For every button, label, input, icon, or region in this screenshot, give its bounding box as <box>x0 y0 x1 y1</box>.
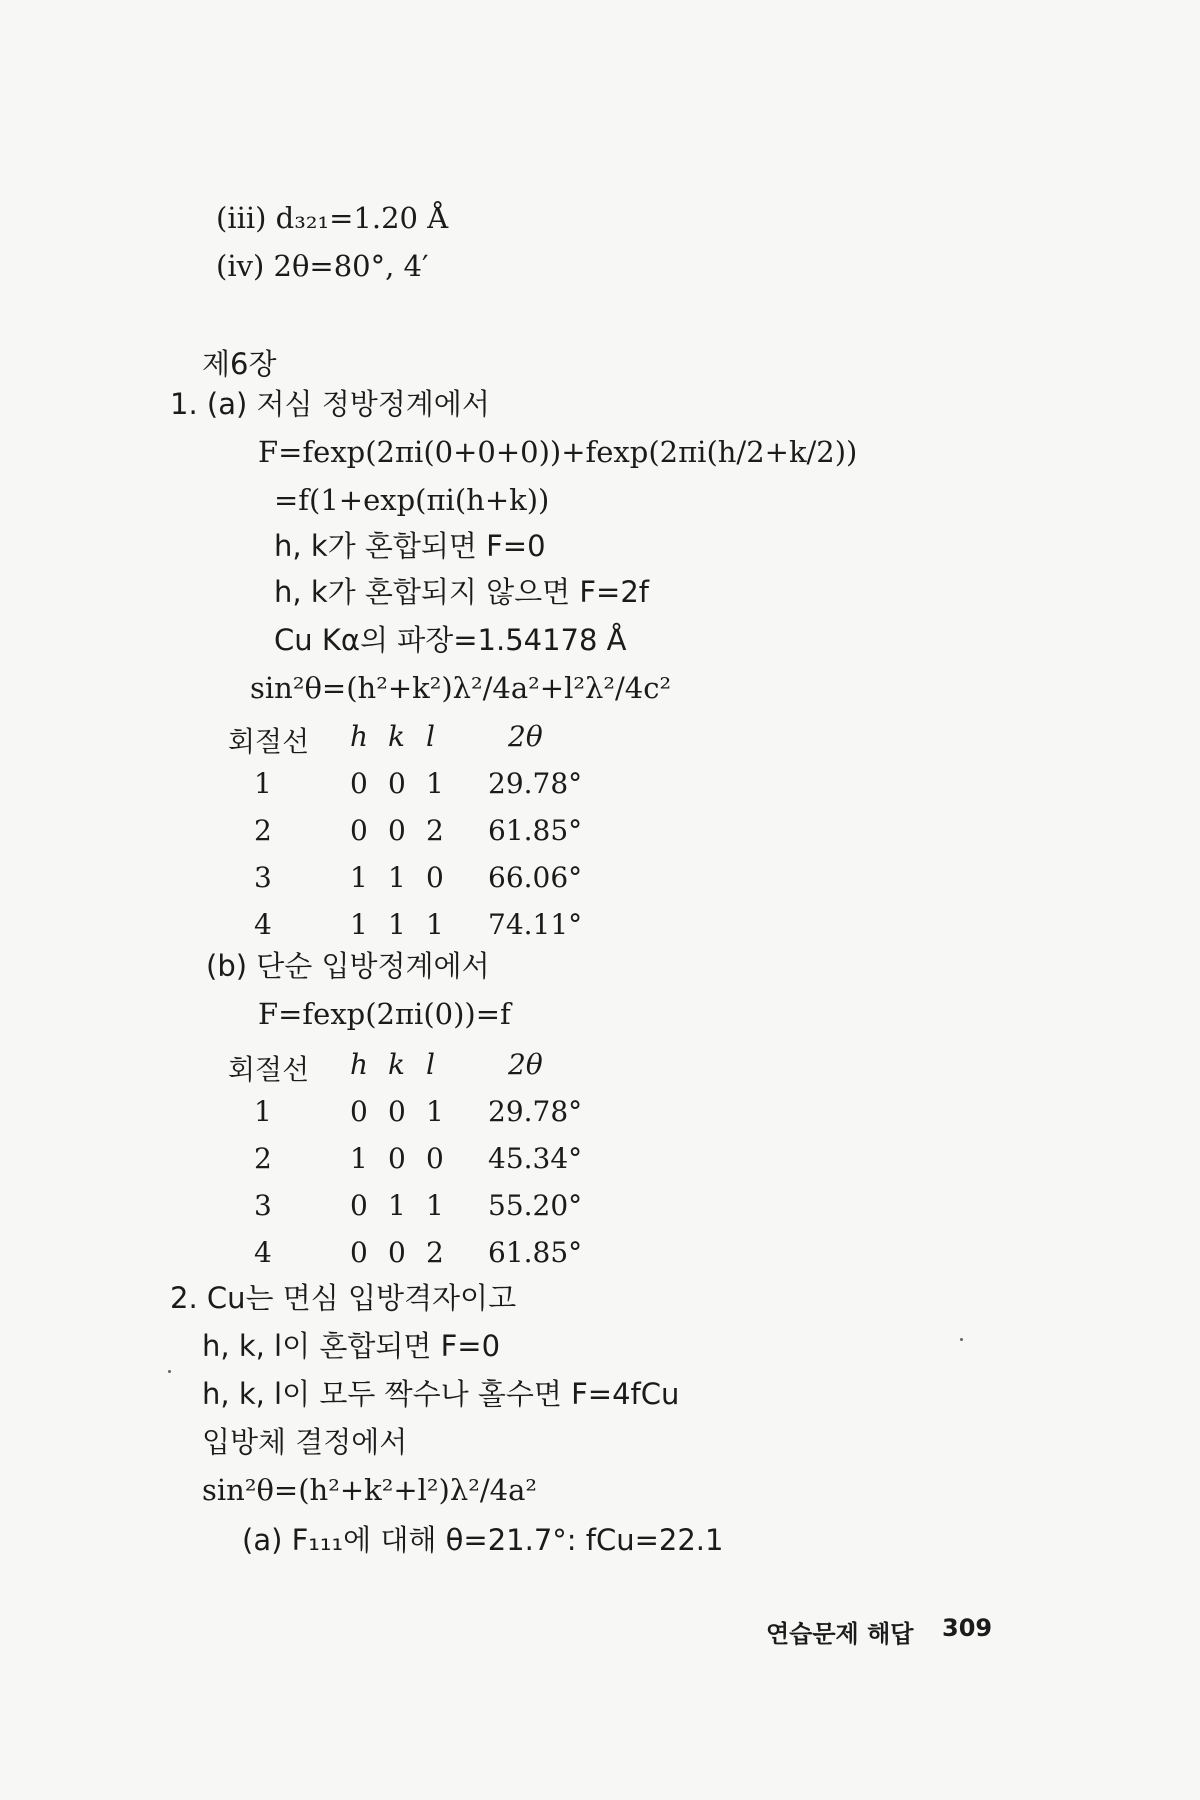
q1-eq2: =f(1+exp(πi(h+k)) <box>274 483 550 517</box>
table-b-cell: 1 <box>426 1189 444 1222</box>
chapter-heading: 제6장 <box>202 347 277 381</box>
table-b-cell: 0 <box>388 1142 406 1175</box>
item-iii: (iii) d₃₂₁=1.20 Å <box>216 201 449 235</box>
table-b-header-line: 회절선 <box>228 1053 310 1086</box>
q1-cond2: h, k가 혼합되지 않으면 F=2f <box>274 575 650 609</box>
table-a-cell: 3 <box>254 861 272 894</box>
table-b-cell: 45.34° <box>488 1142 583 1175</box>
table-a-cell: 1 <box>426 908 444 941</box>
q2-cond2: h, k, l이 모두 짝수나 홀수면 F=4fCu <box>202 1377 680 1411</box>
table-a-header-2theta: 2θ <box>508 720 543 753</box>
table-b-header-2theta: 2θ <box>508 1048 543 1081</box>
table-a-header-l: l <box>426 720 435 753</box>
table-b-cell: 3 <box>254 1189 272 1222</box>
table-b-cell: 0 <box>426 1142 444 1175</box>
table-b-header-h: h <box>350 1048 369 1081</box>
table-b-cell: 0 <box>350 1236 368 1269</box>
table-b-cell: 0 <box>350 1095 368 1128</box>
q1-a-label: 1. (a) 저심 정방정계에서 <box>170 387 490 421</box>
q1-b-label: (b) 단순 입방정계에서 <box>206 949 490 983</box>
table-b-cell: 0 <box>350 1189 368 1222</box>
table-b-cell: 4 <box>254 1236 272 1269</box>
table-a-cell: 66.06° <box>488 861 583 894</box>
table-a-header-line: 회절선 <box>228 725 310 758</box>
table-a-cell: 0 <box>350 767 368 800</box>
table-a-cell: 0 <box>388 767 406 800</box>
table-a-header-h: h <box>350 720 369 753</box>
table-b-cell: 2 <box>426 1236 444 1269</box>
scan-speck <box>168 1370 171 1373</box>
q1-sin-eq: sin²θ=(h²+k²)λ²/4a²+l²λ²/4c² <box>250 671 672 705</box>
table-b-cell: 2 <box>254 1142 272 1175</box>
table-a-cell: 61.85° <box>488 814 583 847</box>
table-a-cell: 2 <box>426 814 444 847</box>
q2-a: (a) F₁₁₁에 대해 θ=21.7°: fCu=22.1 <box>242 1523 724 1557</box>
table-a-cell: 4 <box>254 908 272 941</box>
table-a-cell: 1 <box>350 861 368 894</box>
table-b-cell: 1 <box>426 1095 444 1128</box>
table-b-header-l: l <box>426 1048 435 1081</box>
q2-sin-eq: sin²θ=(h²+k²+l²)λ²/4a² <box>202 1473 537 1507</box>
q1-wavelength: Cu Kα의 파장=1.54178 Å <box>274 623 627 657</box>
q2-cond1: h, k, l이 혼합되면 F=0 <box>202 1329 501 1363</box>
table-a-cell: 1 <box>350 908 368 941</box>
table-a-cell: 1 <box>426 767 444 800</box>
table-a-header-k: k <box>388 720 405 753</box>
table-a-cell: 1 <box>388 861 406 894</box>
item-iv: (iv) 2θ=80°, 4′ <box>216 249 429 283</box>
table-b-header-k: k <box>388 1048 405 1081</box>
table-b-cell: 29.78° <box>488 1095 583 1128</box>
table-b-cell: 0 <box>388 1236 406 1269</box>
table-a-cell: 0 <box>350 814 368 847</box>
table-a-cell: 29.78° <box>488 767 583 800</box>
table-b-cell: 1 <box>350 1142 368 1175</box>
table-b-cell: 61.85° <box>488 1236 583 1269</box>
footer-title: 연습문제 해답 <box>766 1620 914 1648</box>
table-a-cell: 2 <box>254 814 272 847</box>
q1-eq-b: F=fexp(2πi(0))=f <box>258 997 511 1031</box>
q1-cond1: h, k가 혼합되면 F=0 <box>274 529 546 563</box>
table-a-cell: 0 <box>426 861 444 894</box>
table-a-cell: 1 <box>254 767 272 800</box>
table-a-cell: 74.11° <box>488 908 583 941</box>
table-b-cell: 0 <box>388 1095 406 1128</box>
q2-cubic: 입방체 결정에서 <box>202 1425 408 1459</box>
table-a-cell: 0 <box>388 814 406 847</box>
scan-speck <box>960 1338 963 1341</box>
table-b-cell: 55.20° <box>488 1189 583 1222</box>
page-number: 309 <box>942 1614 993 1642</box>
q1-eq1: F=fexp(2πi(0+0+0))+fexp(2πi(h/2+k/2)) <box>258 435 858 469</box>
q2-label: 2. Cu는 면심 입방격자이고 <box>170 1281 517 1315</box>
table-b-cell: 1 <box>254 1095 272 1128</box>
table-a-cell: 1 <box>388 908 406 941</box>
table-b-cell: 1 <box>388 1189 406 1222</box>
